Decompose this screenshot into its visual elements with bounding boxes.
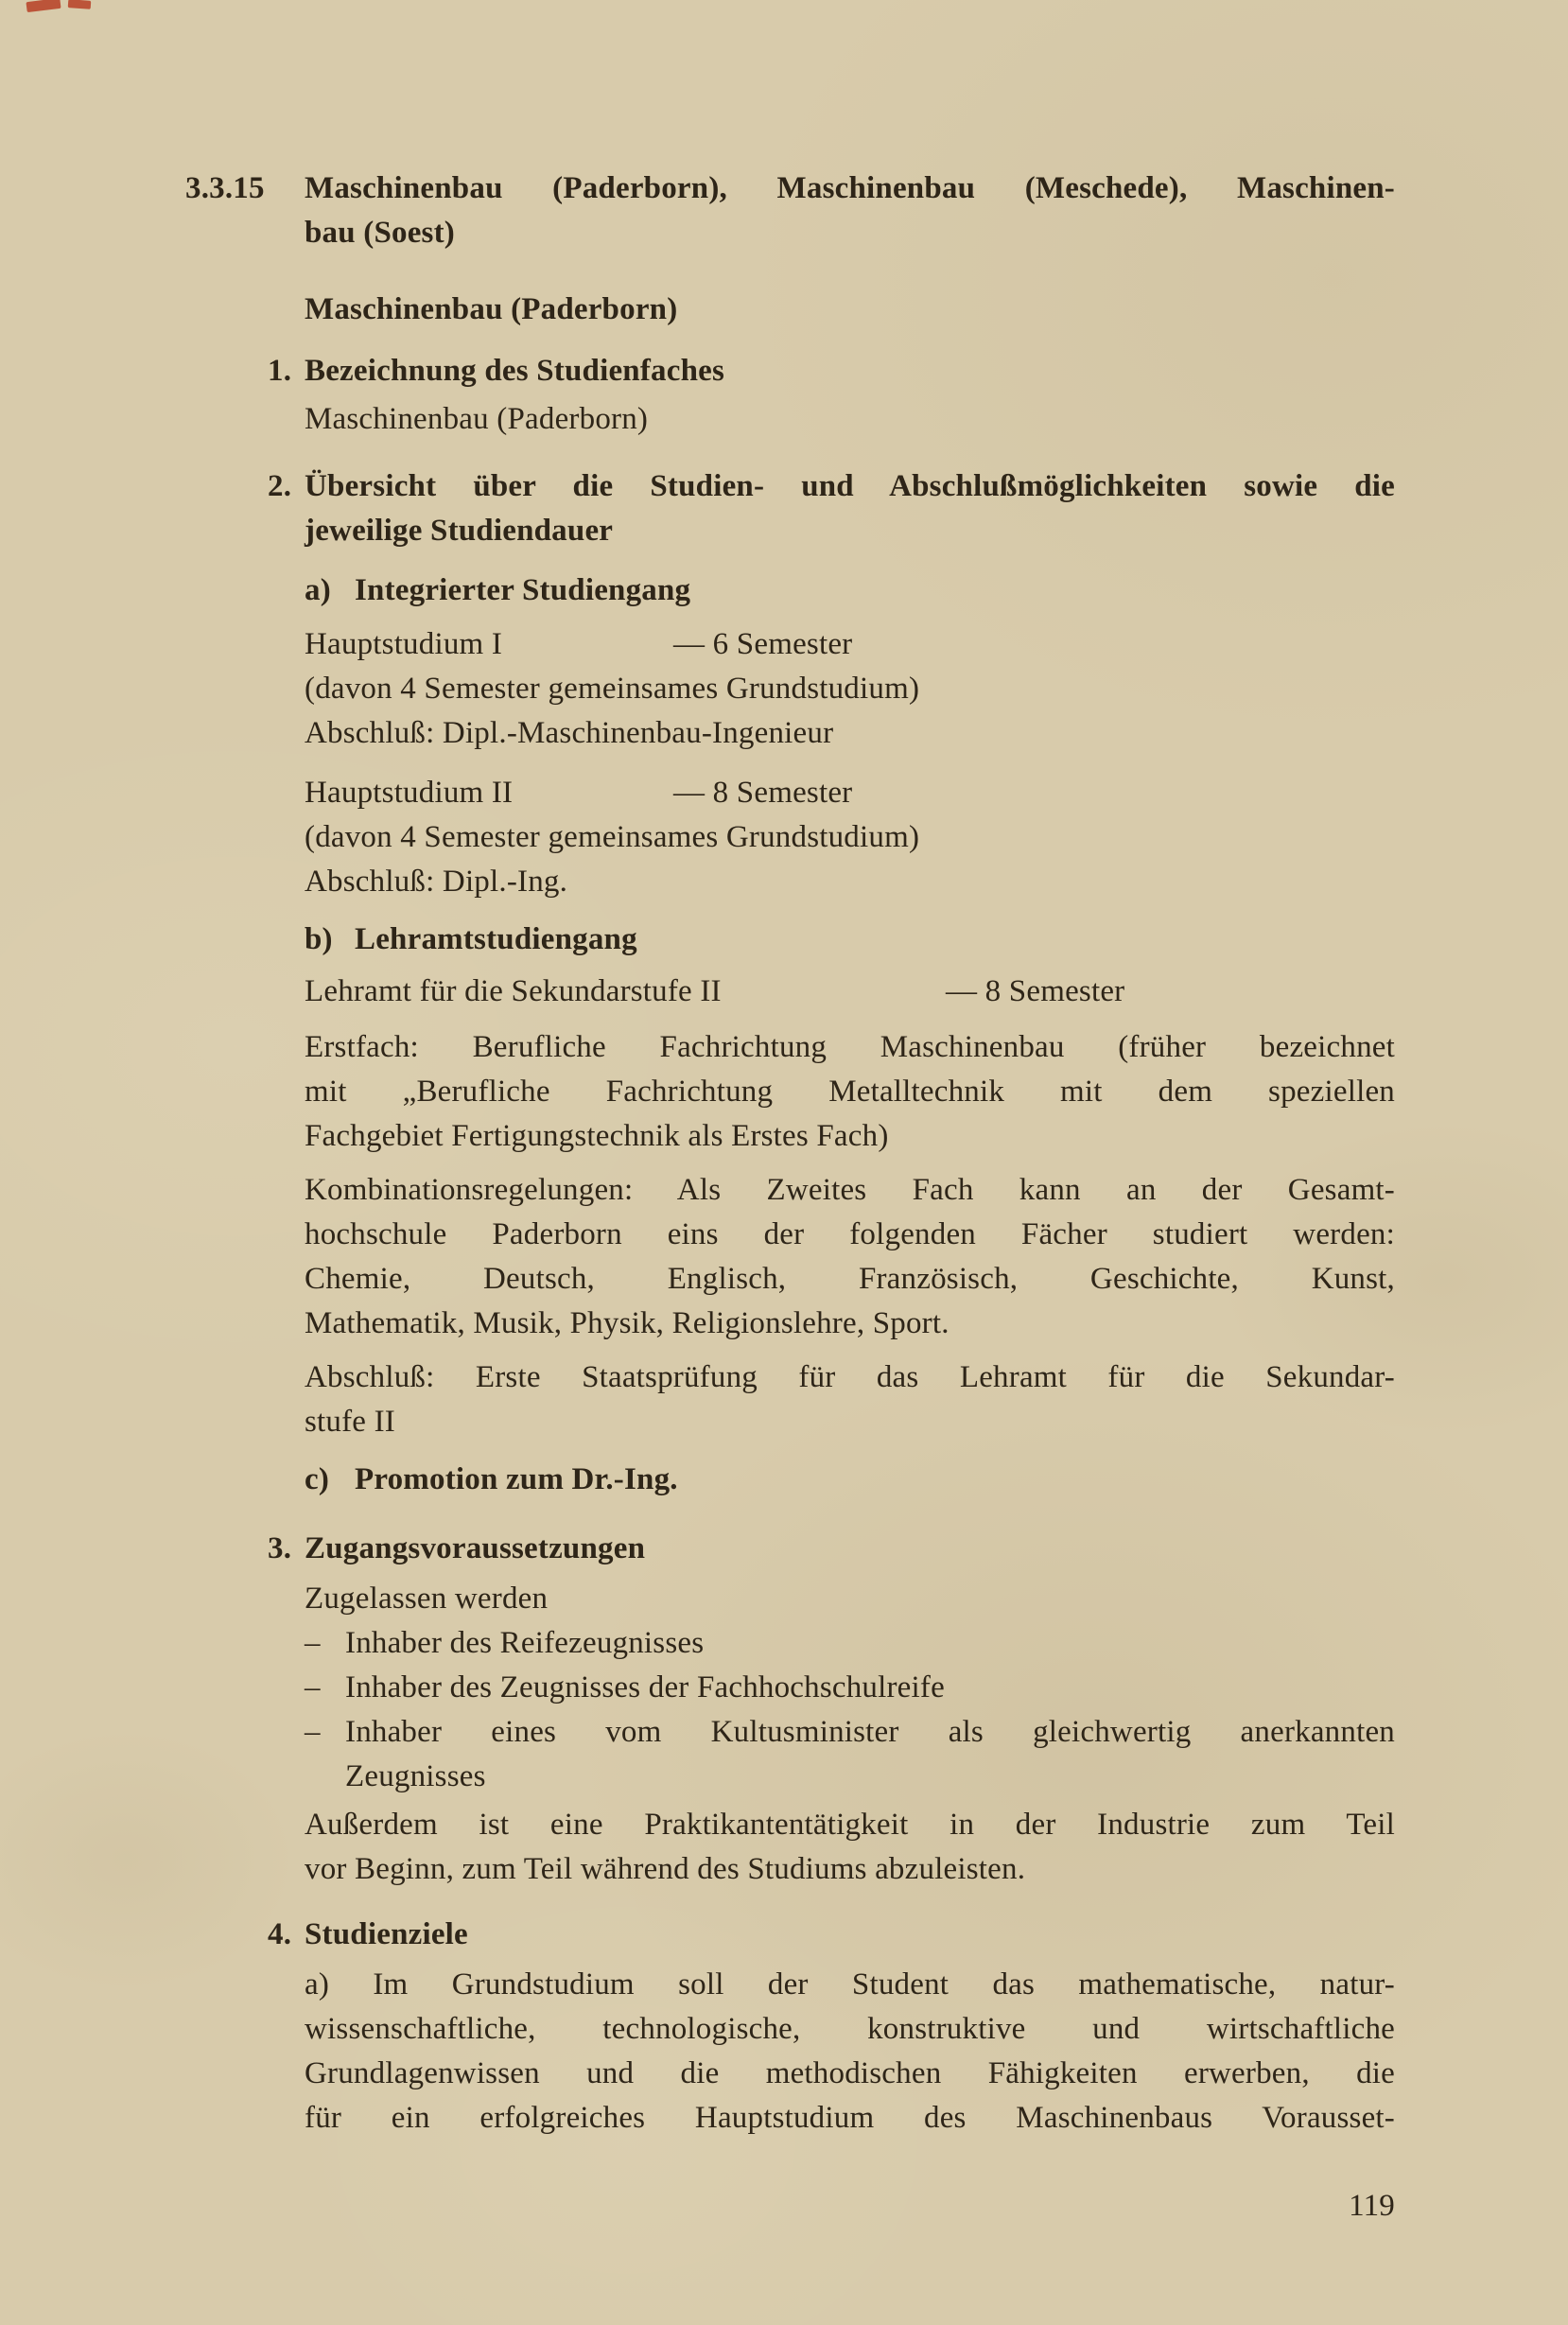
subsection-a-label: a) bbox=[305, 573, 331, 607]
course-title: Maschinenbau (Paderborn) bbox=[305, 292, 678, 326]
section-1-number: 1. bbox=[268, 354, 292, 388]
list-dash: – bbox=[305, 1626, 321, 1660]
page-number: 119 bbox=[1349, 2189, 1395, 2223]
section-1-heading bbox=[268, 349, 1395, 393]
section-4-heading bbox=[268, 1913, 1395, 1957]
section-4-title: Studienziele bbox=[305, 1917, 468, 1951]
subsection-b-label: b) bbox=[305, 922, 333, 956]
text-line: Abschluß: Erste Staatsprüfung für das Lehramt für die Sekundar- bbox=[305, 1360, 1395, 1394]
erstfach-paragraph bbox=[305, 1025, 1395, 1159]
text-line: Fachgebiet Fertigungstechnik als Erstes Fach) bbox=[305, 1119, 889, 1153]
section-4-number: 4. bbox=[268, 1917, 292, 1951]
section-3-heading bbox=[268, 1527, 1395, 1571]
text-line: Mathematik, Musik, Physik, Religionslehre, Sport. bbox=[305, 1306, 950, 1340]
subsection-b-title: Lehramtstudiengang bbox=[355, 922, 637, 956]
subsection-a-heading bbox=[305, 568, 1395, 613]
text-line: Inhaber eines vom Kultusminister als gleichwertig anerkannten bbox=[345, 1715, 1395, 1749]
section-3-intro: Zugelassen werden bbox=[305, 1582, 549, 1616]
hauptstudium-2-duration: — 8 Semester bbox=[673, 776, 853, 810]
kombination-paragraph bbox=[305, 1168, 1395, 1346]
hauptstudium-2-block bbox=[305, 771, 1395, 904]
list-item-text bbox=[345, 1710, 1395, 1799]
section-2-title-line: Übersicht über die Studien- und Abschlußmöglichkeiten sowie die bbox=[305, 469, 1395, 503]
list-item-text: Inhaber des Zeugnisses der Fachhochschulreife bbox=[345, 1670, 945, 1704]
section-2-title bbox=[305, 464, 1395, 553]
list-item bbox=[305, 1710, 1395, 1799]
hauptstudium-2-note: (davon 4 Semester gemeinsames Grundstudium) bbox=[305, 820, 920, 854]
text-line: wissenschaftliche, technologische, konstruktive und wirtschaftliche bbox=[305, 2012, 1395, 2046]
text-line: hochschule Paderborn eins der folgenden Fächer studiert werden: bbox=[305, 1217, 1395, 1251]
hauptstudium-2-degree: Abschluß: Dipl.-Ing. bbox=[305, 865, 568, 899]
section-2-number: 2. bbox=[268, 469, 292, 503]
text-line: vor Beginn, zum Teil während des Studiums abzuleisten. bbox=[305, 1852, 1026, 1886]
list-item bbox=[305, 1621, 1395, 1666]
hauptstudium-1-duration: — 6 Semester bbox=[673, 627, 853, 661]
hauptstudium-1-block bbox=[305, 622, 1395, 756]
abschluss-paragraph bbox=[305, 1355, 1395, 1444]
section-2-title-line: jeweilige Studiendauer bbox=[305, 514, 614, 548]
subsection-c-label: c) bbox=[305, 1462, 330, 1496]
text-line: Zeugnisses bbox=[345, 1759, 486, 1793]
subsection-c-heading bbox=[305, 1458, 1395, 1502]
hauptstudium-2-line bbox=[305, 771, 1395, 815]
hauptstudium-2-name: Hauptstudium II bbox=[305, 776, 514, 810]
text-line: Kombinationsregelungen: Als Zweites Fach kann an der Gesamt- bbox=[305, 1173, 1395, 1207]
text-line: Außerdem ist eine Praktikantentätigkeit in der Industrie zum Teil bbox=[305, 1808, 1395, 1842]
section-3-title: Zugangsvoraussetzungen bbox=[305, 1531, 646, 1565]
text-line: Chemie, Deutsch, Englisch, Französisch, Geschichte, Kunst, bbox=[305, 1262, 1395, 1296]
scan-artifact-mark bbox=[26, 0, 61, 12]
lehramt-duration: — 8 Semester bbox=[946, 974, 1125, 1008]
text-line: Erstfach: Berufliche Fachrichtung Maschinenbau (früher bezeichnet bbox=[305, 1030, 1395, 1064]
text-line: für ein erfolgreiches Hauptstudium des Maschinenbaus Vorausset- bbox=[305, 2101, 1395, 2135]
hauptstudium-1-line bbox=[305, 622, 1395, 667]
lehramt-name: Lehramt für die Sekundarstufe II bbox=[305, 974, 722, 1008]
subsection-b-heading bbox=[305, 918, 1395, 962]
section-4-paragraph bbox=[305, 1963, 1395, 2141]
chapter-number: 3.3.15 bbox=[185, 171, 265, 205]
text-line: Grundlagenwissen und die methodischen Fähigkeiten erwerben, die bbox=[305, 2056, 1395, 2090]
section-1-body: Maschinenbau (Paderborn) bbox=[305, 402, 649, 436]
lehramt-line bbox=[305, 970, 1395, 1014]
subsection-a-title: Integrierter Studiengang bbox=[355, 573, 691, 607]
list-item-text: Inhaber des Reifezeugnisses bbox=[345, 1626, 705, 1660]
section-3-outro bbox=[305, 1803, 1395, 1892]
hauptstudium-1-note: (davon 4 Semester gemeinsames Grundstudium) bbox=[305, 672, 920, 706]
chapter-heading bbox=[185, 166, 1395, 255]
list-dash: – bbox=[305, 1715, 321, 1749]
chapter-title-line: Maschinenbau (Paderborn), Maschinenbau (Meschede), Maschinen- bbox=[305, 171, 1395, 205]
list-dash: – bbox=[305, 1670, 321, 1704]
text-line: mit „Berufliche Fachrichtung Metalltechnik mit dem speziellen bbox=[305, 1075, 1395, 1109]
chapter-title-line: bau (Soest) bbox=[305, 216, 455, 250]
subsection-c-title: Promotion zum Dr.-Ing. bbox=[355, 1462, 678, 1496]
list-item bbox=[305, 1666, 1395, 1710]
section-3-number: 3. bbox=[268, 1531, 292, 1565]
chapter-title bbox=[305, 166, 1395, 255]
text-line: stufe II bbox=[305, 1405, 395, 1439]
text-line: a) Im Grundstudium soll der Student das mathematische, natur- bbox=[305, 1967, 1395, 2002]
section-2-heading bbox=[268, 464, 1395, 553]
scan-artifact-mark bbox=[68, 0, 92, 9]
section-1-title: Bezeichnung des Studienfaches bbox=[305, 354, 725, 388]
hauptstudium-1-name: Hauptstudium I bbox=[305, 627, 503, 661]
hauptstudium-1-degree: Abschluß: Dipl.-Maschinenbau-Ingenieur bbox=[305, 716, 834, 750]
